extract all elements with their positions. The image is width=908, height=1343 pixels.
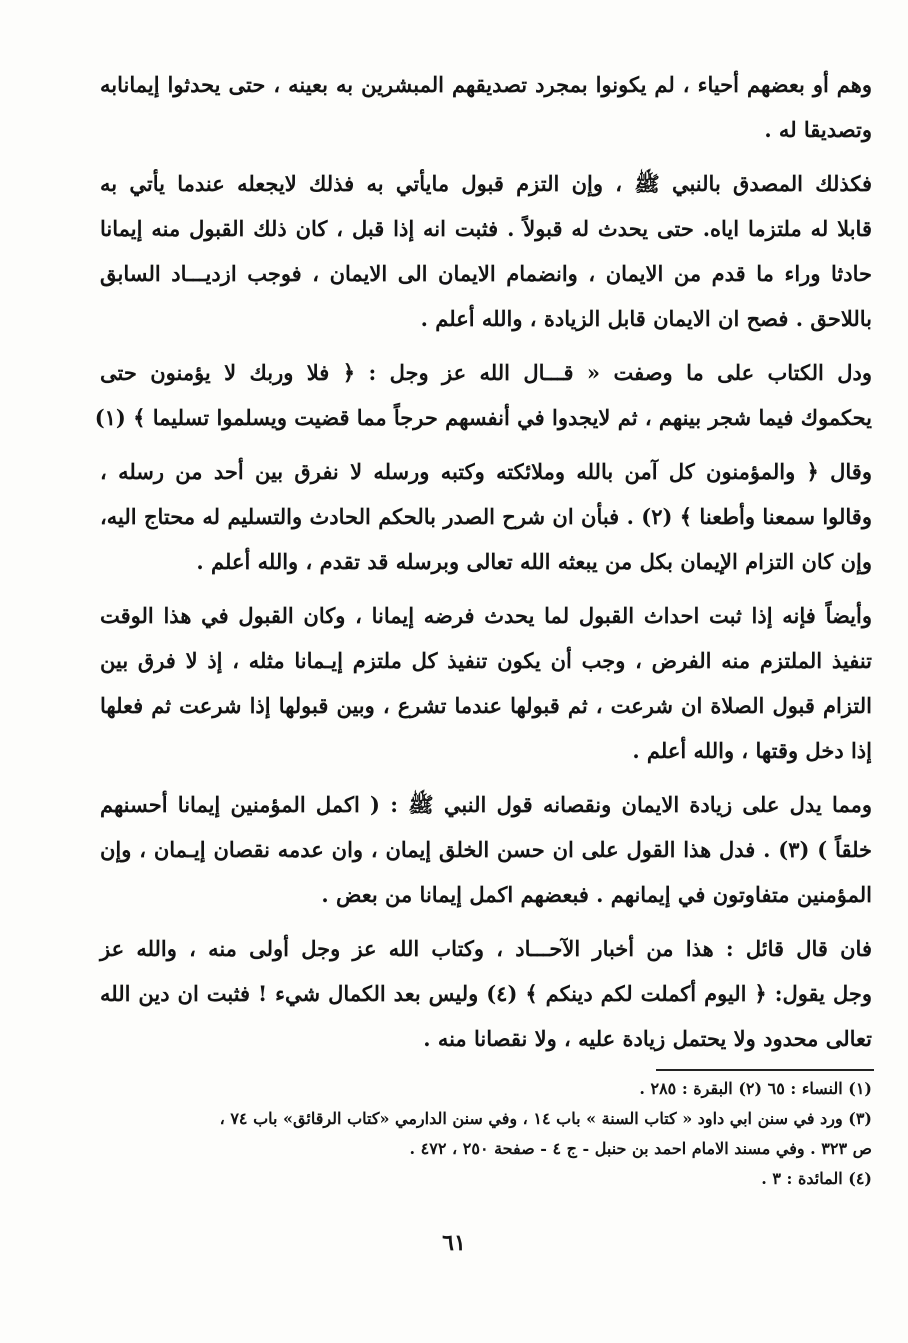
text-line: باللاحق . فصح ان الايمان قابل الزيادة ، والله أعلم . <box>420 306 872 331</box>
paragraph <box>100 782 872 917</box>
text-line: وإن كان التزام الإيمان بكل من يبعثه الله تعالى وبرسله قد تقدم ، والله أعلم . <box>196 549 872 574</box>
text-line: التزام قبول الصلاة ان شرعت ، ثم قبولها عندما تشرع ، وبين قبولها إذا شرعت ثم فعلها <box>100 693 872 718</box>
text-line: تنفيذ الملتزم منه الفرض ، وجب أن يكون تنفيذ كل ملتزم إيـمانا مثله ، إذ لا فرق بين <box>100 648 872 673</box>
paragraph <box>100 161 872 341</box>
text-line: المؤمنين متفاوتون في إيمانهم . فبعضهم اكمل إيمانا من بعض . <box>321 882 872 907</box>
text-line: ومما يدل على زيادة الايمان ونقصانه قول النبي ﷺ : ( اكمل المؤمنين إيمانا أحسنهم <box>100 792 872 817</box>
footnote-line: (١) النساء : ٦٥ (٢) البقرة : ٢٨٥ . <box>639 1079 872 1098</box>
text-line: حادثا وراء ما قدم من الايمان ، وانضمام الايمان الى الايمان ، فوجب ازديـــاد السابق <box>100 261 872 286</box>
paragraph <box>100 449 872 584</box>
text-line: وأيضاً فإنه إذا ثبت احداث القبول لما يحدث فرضه إيمانا ، وكان القبول في هذا الوقت <box>100 603 872 628</box>
paragraph <box>100 926 872 1061</box>
paragraph <box>94 350 872 440</box>
footnote-line: (٤) المائدة : ٣ . <box>761 1169 872 1188</box>
paragraph <box>100 62 872 152</box>
text-line: وهم أو بعضهم أحياء ، لم يكونوا بمجرد تصديقهم المبشرين به بعينه ، حتى يحدثوا إيمانابه <box>100 72 872 97</box>
text-line: وقال ﴿ والمؤمنون كل آمن بالله وملائكته وكتبه ورسله لا نفرق بين أحد من رسله ، <box>100 459 872 484</box>
text-line: تعالى محدود ولا يحتمل زيادة عليه ، ولا نقصانا منه . <box>423 1026 872 1051</box>
text-line: وتصديقا له . <box>764 117 872 142</box>
text-line: قابلا له ملتزما اياه. حتى يحدث له قبولاً . فثبت انه إذا قبل ، كان ذلك القبول منه إيمانا <box>100 216 872 241</box>
text-line: خلقاً ) (٣) . فدل هذا القول على ان حسن الخلق إيمان ، وان عدمه نقصان إيـمان ، وإن <box>100 837 872 862</box>
main-text <box>94 62 872 1061</box>
text-line: فان قال قائل : هذا من أخبار الآحـــاد ، وكتاب الله عز وجل أولى منه ، والله عز <box>100 936 872 961</box>
page-number: ٦١ <box>442 1230 466 1256</box>
text-line: ودل الكتاب على ما وصفت « قـــال الله عز وجل : ﴿ فلا وربك لا يؤمنون حتى <box>100 360 872 385</box>
footnote-line: ص ٣٢٣ . وفي مسند الامام احمد بن حنبل - ج ٤ - صفحة ٢٥٠ ، ٤٧٢ . <box>409 1139 872 1158</box>
footnote-separator <box>656 1069 874 1071</box>
footnote-line: (٣) ورد في سنن ابي داود « كتاب السنة » باب ١٤ ، وفي سنن الدارمي «كتاب الرقائق» باب ٧٤ ، <box>219 1109 872 1128</box>
text-line: إذا دخل وقتها ، والله أعلم . <box>632 738 872 763</box>
paragraph <box>100 593 872 773</box>
text-line: فكذلك المصدق بالنبي ﷺ ، وإن التزم قبول مايأتي به فذلك لايجعله عندما يأتي به <box>100 171 872 196</box>
footnotes <box>100 1074 872 1194</box>
text-line: وقالوا سمعنا وأطعنا ﴾ (٢) . فبأن ان شرح الصدر بالحكم الحادث والتسليم له محتاج اليه، <box>100 504 872 529</box>
text-line: يحكموك فيما شجر بينهم ، ثم لايجدوا في أنفسهم حرجاً مما قضيت ويسلموا تسليما ﴾ (١) <box>94 405 872 430</box>
text-line: وجل يقول: ﴿ اليوم أكملت لكم دينكم ﴾ (٤) وليس بعد الكمال شيء ! فثبت ان دين الله <box>100 981 872 1006</box>
